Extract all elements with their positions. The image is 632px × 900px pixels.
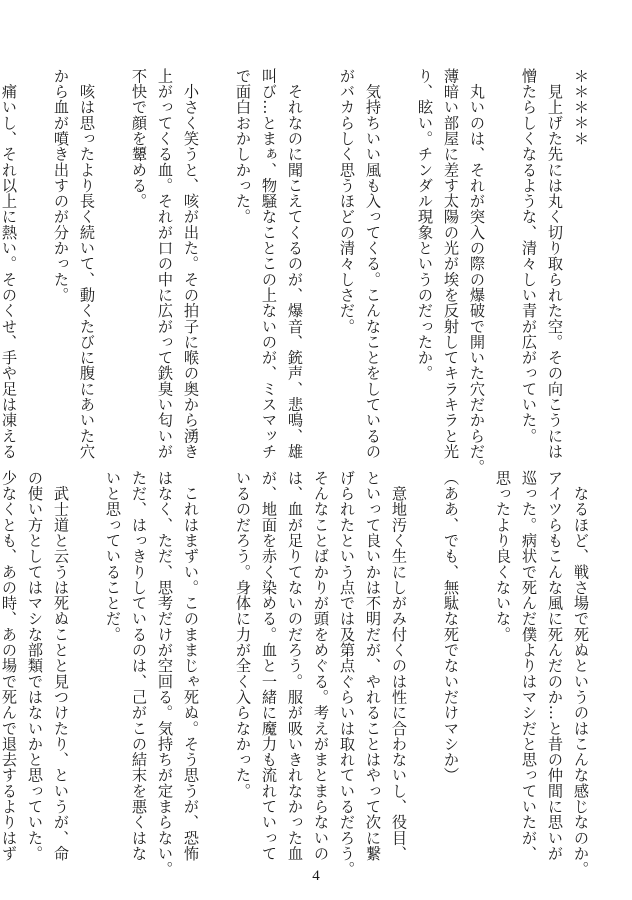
lower-text-block (0, 470, 594, 877)
text-line: ただ、はっきりしているのは、己がこの結末を悪くはな (130, 470, 148, 862)
text-line: いと思っていることだ。 (104, 470, 122, 643)
text-line: 少なくとも、あの時、あの場で死んで退去するよりはず (0, 470, 18, 862)
text-line: 武士道と云うは死ぬことと見つけたり、というが、命 (52, 470, 70, 862)
text-line (308, 68, 334, 420)
text-line: 意地汚く生にしがみ付くのは性に合わないし、役目、 (390, 470, 408, 862)
text-line: なるほど、戦さ場で死ぬというのはこんな感じなのか。 (572, 470, 590, 877)
text-line: が、地面を赤く染める。血と一緒に魔力も流れていって (260, 470, 278, 862)
text-line: 見上げた先には丸く切り取られた空。その向こうには (546, 68, 564, 460)
text-line (204, 470, 230, 840)
text-line: 丸いのは、それが突入の際の爆破で開いた穴だからだ。 (468, 68, 486, 475)
text-line: 上がってくる血。それが口の中に広がって鉄臭い匂いが (156, 68, 174, 460)
text-line (412, 470, 438, 840)
text-line (22, 68, 48, 420)
text-line: 痛いし、それ以上に熱い。そのくせ、手や足は凍える (0, 68, 18, 460)
text-line: 小さく笑うと、咳が出た。その拍子に喉の奥から湧き (182, 68, 200, 460)
text-line (204, 68, 230, 420)
text-line: 気持ちいい風も入ってくる。こんなことをしているの (364, 68, 382, 460)
text-line: 憎たらしくなるような、清々しい青が広がっていた。 (520, 68, 538, 444)
text-line: で面白おかしかった。 (234, 68, 252, 225)
text-line: アイツらもこんな風に死んだのか…と昔の仲間に思いが (546, 470, 564, 862)
text-line: そんなことばかりが頭をめぐる。考えがまとまらないの (312, 470, 330, 862)
text-line: 咳は思ったより長く続いて、動くたびに腹にあいた穴 (78, 68, 96, 460)
text-line: はなく、ただ、思考だけが空回る。気持ちが定まらない。 (156, 470, 174, 877)
text-line: 不快で顔を顰める。 (130, 68, 148, 209)
text-line (490, 68, 516, 420)
text-line: いるのだろう。身体に力が全く入らなかった。 (234, 470, 252, 799)
text-line: これはまずい。このままじゃ死ぬ。そう思うが、恐怖 (182, 470, 200, 862)
text-line: 叫び…とまぁ、物騒なことこの上ないのが、ミスマッチ (260, 68, 278, 460)
text-line: それなのに聞こえてくるのが、爆音、銃声、悲鳴、雄 (286, 68, 304, 460)
text-line: といって良いかは不明だが、やれることはやって次に繋 (364, 470, 382, 862)
text-line (74, 470, 100, 840)
text-line: げられたという点では及第点ぐらいは取れているだろう。 (338, 470, 356, 877)
text-line: 薄暗い部屋に差す太陽の光が埃を反射してキラキラと光 (442, 68, 460, 460)
text-line: の使い方としてはマシな部類ではないかと思っていた。 (26, 470, 44, 862)
text-line: 思ったより良くないな。 (494, 470, 512, 643)
page-number: 4 (312, 868, 320, 884)
text-line: （ああ、でも、無駄な死でないだけマシか） (442, 470, 460, 783)
text-line: は、血が足りてないのだろう。服が吸いきれなかった血 (286, 470, 304, 862)
text-line (100, 68, 126, 420)
text-line: ＊＊＊＊＊ (572, 68, 590, 147)
text-line: がバカらしく思うほどの清々しさだ。 (338, 68, 356, 335)
upper-text-block (0, 68, 594, 475)
text-line (386, 68, 412, 420)
text-line: り、眩い。チンダル現象というのだったか。 (416, 68, 434, 381)
text-line: から血が噴き出すのが分かった。 (52, 68, 70, 303)
text-line: 巡った。病状で死んだ僕よりはマシだと思っていたが、 (520, 470, 538, 862)
text-line (464, 470, 490, 840)
